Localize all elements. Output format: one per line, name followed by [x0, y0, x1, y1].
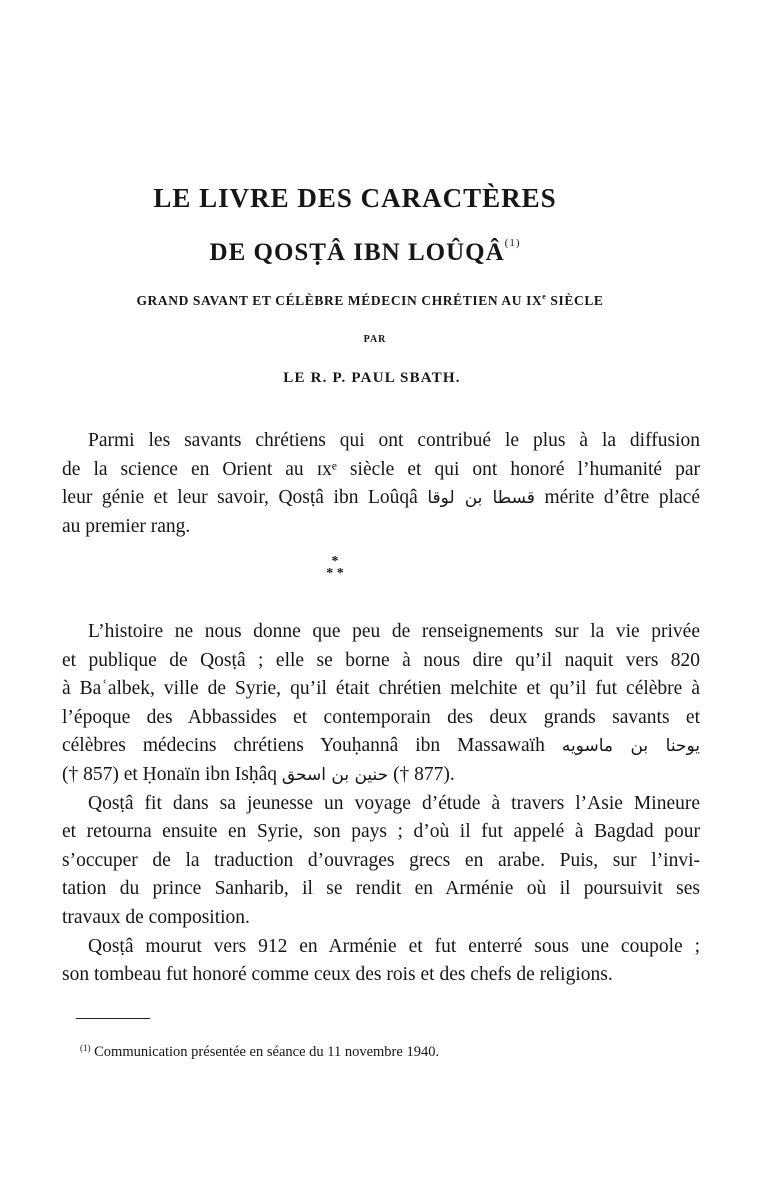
line-text: mérite d’être placé: [534, 487, 700, 509]
paragraph-2: [62, 618, 700, 990]
text-line: [62, 647, 700, 676]
line-text: au premier rang.: [62, 515, 191, 537]
line-text: travaux de composition.: [62, 906, 250, 928]
arabic-name: حنين بن اسحق: [281, 764, 389, 785]
line-text: son tombeau fut honoré comme ceux des rois et des chefs de religions.: [62, 964, 613, 986]
text-line: [62, 875, 700, 904]
arabic-name: قسطا بن لوقا: [427, 488, 535, 509]
arabic-name: يوحنا بن ماسويه: [561, 736, 700, 757]
text-line: [62, 790, 700, 819]
subtitle-text: GRAND SAVANT ET CÉLÈBRE MÉDECIN CHRÉTIEN AU IX: [136, 293, 543, 308]
text-line: [62, 618, 700, 647]
text-line: [62, 904, 700, 933]
line-text: Parmi les savants chrétiens qui ont contribué le plus à la diffusion: [88, 430, 700, 451]
line-text: († 877).: [388, 763, 455, 785]
title-line-2: [0, 237, 745, 267]
line-text: leur génie et leur savoir, Qosṭâ ibn Loûqâ: [62, 487, 428, 509]
footnote-ref: (1): [504, 237, 521, 249]
text-line: [62, 933, 700, 962]
line-text: à Baʿalbek, ville de Syrie, qu’il était chrétien melchite et qu’il fut célèbre à: [62, 678, 700, 700]
text-line: [62, 675, 700, 704]
footnote-text: Communication présentée en séance du 11 novembre 1940.: [90, 1044, 440, 1060]
subtitle: [0, 292, 750, 309]
line-text: s’occuper de la traduction d’ouvrages grecs en arabe. Puis, sur l’invi-: [62, 849, 700, 871]
title-text: DE QOSṬÂ IBN LOÛQÂ: [209, 239, 505, 266]
line-text: de la science en Orient au ɪxᵉ siècle et qui ont honoré l’humanité par: [62, 458, 700, 480]
text-line: [62, 704, 700, 733]
line-text: et retourna ensuite en Syrie, son pays ; d’où il fut appelé à Bagdad pour: [62, 821, 700, 843]
subtitle-end: SIÈCLE: [546, 293, 604, 308]
line-text: et publique de Qosṭâ ; elle se borne à nous dire qu’il naquit vers 820: [62, 649, 700, 671]
text-line: [62, 847, 700, 876]
line-text: célèbres médecins chrétiens Youḥannâ ibn Massawaïh: [62, 735, 562, 757]
line-text: Qosṭâ mourut vers 912 en Arménie et fut enterré sous une coupole ;: [88, 935, 700, 957]
paragraph-1: [62, 427, 700, 541]
author: LE R. P. PAUL SBATH.: [283, 370, 461, 386]
text-line: [62, 484, 700, 513]
title-line-1: LE LIVRE DES CARACTÈRES: [153, 183, 557, 213]
separator-asterism: * * *: [326, 554, 344, 581]
footnote-marker: (1): [80, 1043, 91, 1053]
text-line: [62, 427, 700, 456]
text-line: [62, 513, 700, 542]
line-text: Qosṭâ fit dans sa jeunesse un voyage d’étude à travers l’Asie Mineure: [88, 792, 700, 814]
text-line: [62, 732, 700, 761]
text-line: [62, 761, 700, 790]
line-text: († 857) et Ḥonaïn ibn Isḥâq: [62, 763, 282, 785]
text-line: [62, 961, 700, 990]
footnote-rule: [76, 1018, 150, 1019]
line-text: L’histoire ne nous donne que peu de renseignements sur la vie privée: [88, 621, 700, 642]
line-text: l’époque des Abbassides et contemporain des deux grands savants et: [62, 706, 700, 728]
par-label: PAR: [363, 334, 387, 345]
text-line: [62, 456, 700, 485]
text-line: [62, 818, 700, 847]
subtitle-sup: e: [542, 292, 547, 301]
footnote: [80, 1043, 439, 1061]
line-text: tation du prince Sanharib, il se rendit en Arménie où il poursuivit ses: [62, 878, 700, 900]
